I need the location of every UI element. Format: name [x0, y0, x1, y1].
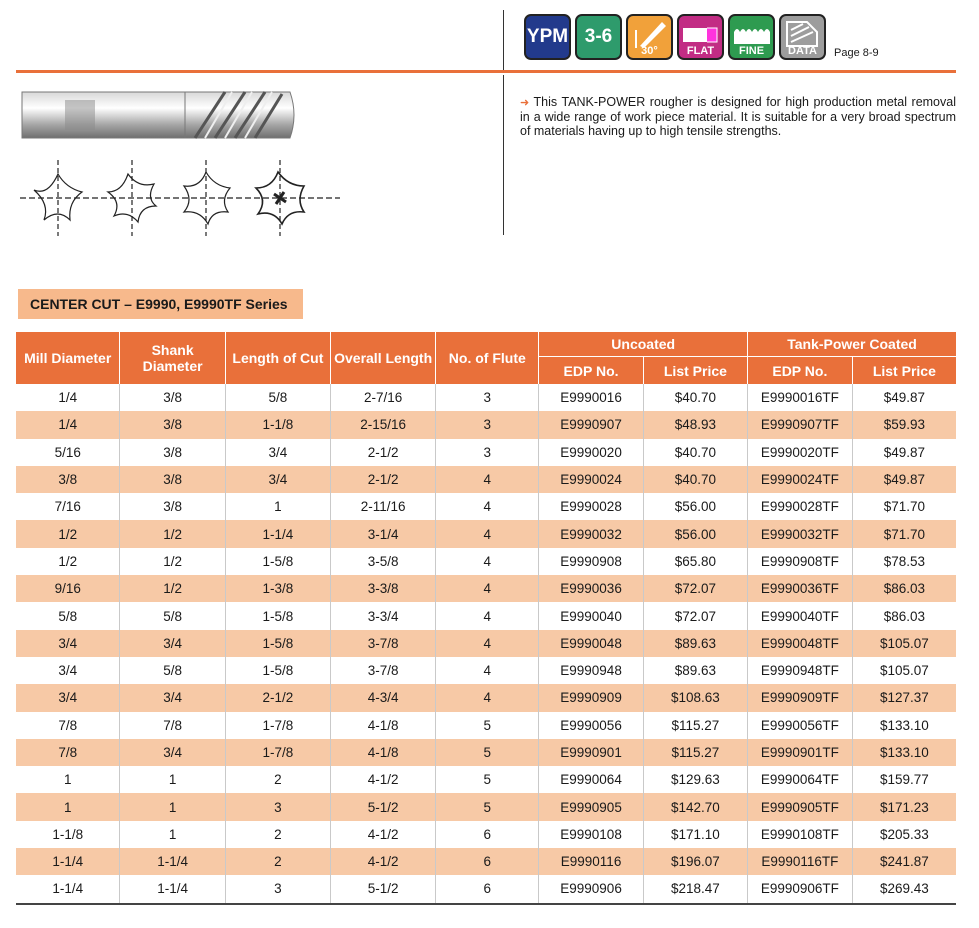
flat-end-icon	[679, 18, 722, 48]
cell-coated-edp: E9990948TF	[748, 657, 853, 684]
cell-mill-diameter: 3/8	[16, 466, 120, 493]
cell-uncoated-edp: E9990905	[539, 793, 643, 820]
cell-uncoated-price: $65.80	[643, 548, 747, 575]
cell-uncoated-edp: E9990908	[539, 548, 643, 575]
fine-badge-text: FINE	[738, 45, 765, 57]
header-uncoated: Uncoated	[539, 332, 748, 357]
table-row	[16, 466, 956, 493]
cell-shank-diameter: 1	[120, 766, 225, 793]
cell-flute-count: 5	[436, 793, 539, 820]
cell-flute-count: 4	[436, 548, 539, 575]
cell-mill-diameter: 3/4	[16, 657, 120, 684]
cell-length-of-cut: 5/8	[225, 384, 330, 411]
cell-mill-diameter: 7/16	[16, 493, 120, 520]
data-badge-text: DATA	[788, 45, 817, 57]
cell-coated-price: $133.10	[852, 739, 956, 766]
cell-uncoated-edp: E9990906	[539, 875, 643, 903]
cell-length-of-cut: 2	[225, 766, 330, 793]
cell-uncoated-price: $56.00	[643, 493, 747, 520]
cell-overall-length: 3-1/4	[331, 520, 436, 547]
cell-overall-length: 3-3/8	[331, 575, 436, 602]
cell-mill-diameter: 1/2	[16, 548, 120, 575]
cell-overall-length: 2-11/16	[331, 493, 436, 520]
cell-shank-diameter: 3/8	[120, 466, 225, 493]
cell-uncoated-price: $48.93	[643, 411, 747, 438]
cell-coated-edp: E9990028TF	[748, 493, 853, 520]
cell-uncoated-price: $196.07	[643, 848, 747, 875]
content-divider	[503, 75, 504, 235]
cell-length-of-cut: 3	[225, 875, 330, 903]
table-row	[16, 630, 956, 657]
cell-flute-count: 5	[436, 712, 539, 739]
cell-overall-length: 4-1/2	[331, 821, 436, 848]
table-row	[16, 793, 956, 820]
cell-uncoated-edp: E9990040	[539, 602, 643, 629]
cell-length-of-cut: 1-7/8	[225, 712, 330, 739]
header-overall-length: Overall Length	[331, 332, 436, 384]
data-lines-icon	[781, 18, 824, 48]
cell-shank-diameter: 3/8	[120, 411, 225, 438]
cell-mill-diameter: 1	[16, 793, 120, 820]
cell-flute-count: 6	[436, 821, 539, 848]
cell-coated-price: $86.03	[883, 608, 925, 624]
page-reference: Page 8-9	[834, 47, 879, 59]
cell-flute-count: 5	[436, 739, 539, 766]
cell-uncoated-edp: E9990048	[539, 630, 643, 657]
cell-uncoated-price: $115.27	[643, 712, 747, 739]
cell-uncoated-edp: E9990024	[539, 466, 643, 493]
cell-coated-edp: E9990901TF	[748, 739, 853, 766]
cell-overall-length: 2-7/16	[331, 384, 436, 411]
cell-shank-diameter: 3/8	[120, 493, 225, 520]
cell-overall-length: 2-15/16	[331, 411, 436, 438]
cell-mill-diameter: 1-1/4	[16, 875, 120, 903]
cell-uncoated-edp: E9990907	[539, 411, 643, 438]
header-coated-price: List Price	[852, 357, 956, 385]
cell-uncoated-price: $89.63	[643, 630, 747, 657]
cell-shank-diameter: 1	[120, 821, 225, 848]
cell-mill-diameter: 5/8	[16, 602, 120, 629]
cell-mill-diameter: 3/4	[16, 684, 120, 711]
cell-shank-diameter: 1/2	[120, 548, 225, 575]
cell-shank-diameter: 5/8	[120, 602, 225, 629]
cell-shank-diameter: 3/4	[120, 630, 225, 657]
cell-coated-price: $127.37	[852, 684, 956, 711]
cell-overall-length: 3-3/4	[331, 602, 436, 629]
table-row	[16, 602, 956, 629]
cell-shank-diameter: 1/2	[120, 575, 225, 602]
cell-shank-diameter: 3/4	[120, 739, 225, 766]
series-title: CENTER CUT – E9990, E9990TF Series	[18, 289, 303, 319]
spec-table	[16, 332, 956, 905]
cell-shank-diameter: 1-1/4	[120, 875, 225, 903]
cell-coated-price: $49.87	[883, 390, 925, 406]
cell-shank-diameter: 1	[120, 793, 225, 820]
header-length-of-cut: Length of Cut	[225, 332, 330, 384]
cell-length-of-cut: 1-1/8	[225, 411, 330, 438]
cell-uncoated-edp: E9990028	[539, 493, 643, 520]
cell-coated-price: $71.70	[883, 499, 925, 515]
helix-30-badge-text: 30°	[641, 45, 658, 57]
cell-uncoated-price: $72.07	[643, 575, 747, 602]
fine-pitch-icon	[730, 18, 773, 48]
cell-coated-price: $49.87	[883, 444, 925, 460]
cell-length-of-cut: 3/4	[225, 439, 330, 466]
cell-uncoated-edp: E9990116	[539, 848, 643, 875]
table-row	[16, 493, 956, 520]
cell-coated-price: $171.23	[852, 793, 956, 820]
cell-length-of-cut: 1-5/8	[225, 602, 330, 629]
header-mill-diameter: Mill Diameter	[16, 332, 120, 384]
3-6-badge-text: 3-6	[584, 26, 613, 47]
cell-coated-edp: E9990020TF	[748, 439, 853, 466]
cell-flute-count: 3	[436, 411, 539, 438]
cell-mill-diameter: 3/4	[16, 630, 120, 657]
spec-table-body	[16, 384, 956, 904]
cell-mill-diameter: 1/2	[16, 520, 120, 547]
cell-uncoated-edp: E9990064	[539, 766, 643, 793]
table-row	[16, 739, 956, 766]
cell-uncoated-price: $40.70	[643, 439, 747, 466]
cell-shank-diameter: 1/2	[120, 520, 225, 547]
cell-flute-count: 4	[436, 493, 539, 520]
header-coated-edp: EDP No.	[748, 357, 853, 385]
flat-badge-text: FLAT	[686, 45, 715, 57]
flat-badge-icon	[677, 14, 724, 60]
cell-shank-diameter: 7/8	[120, 712, 225, 739]
cell-length-of-cut: 1-7/8	[225, 739, 330, 766]
cell-flute-count: 4	[436, 684, 539, 711]
cell-coated-price: $133.10	[879, 717, 929, 733]
cell-coated-edp: E9990908TF	[748, 548, 853, 575]
cell-uncoated-price: $108.63	[643, 684, 747, 711]
cell-flute-count: 4	[436, 630, 539, 657]
cell-uncoated-price: $171.10	[643, 821, 747, 848]
cell-mill-diameter: 1/4	[16, 411, 120, 438]
helix-30-badge-icon	[626, 14, 673, 60]
3-6-badge-icon	[575, 14, 622, 60]
cell-overall-length: 2-1/2	[331, 439, 436, 466]
cell-coated-edp: E9990116TF	[748, 848, 853, 875]
cell-mill-diameter: 1-1/4	[16, 848, 120, 875]
cell-uncoated-edp: E9990032	[539, 520, 643, 547]
cell-uncoated-price: $89.63	[643, 657, 747, 684]
cell-shank-diameter: 3/4	[120, 684, 225, 711]
helix-angle-icon	[628, 18, 671, 48]
cell-uncoated-edp: E9990909	[539, 684, 643, 711]
orange-divider	[16, 70, 956, 73]
cell-overall-length: 3-7/8	[331, 657, 436, 684]
cell-coated-price: $105.07	[852, 630, 956, 657]
fine-badge-icon	[728, 14, 775, 60]
table-row	[16, 548, 956, 575]
cell-uncoated-edp: E9990020	[539, 439, 643, 466]
cell-coated-edp: E9990108TF	[748, 821, 853, 848]
cell-flute-count: 4	[436, 575, 539, 602]
table-row	[16, 411, 956, 438]
header-coated: Tank-Power Coated	[748, 332, 956, 357]
table-row	[16, 766, 956, 793]
cell-coated-price: $159.77	[879, 772, 929, 788]
cell-mill-diameter: 7/8	[16, 712, 120, 739]
cell-length-of-cut: 1-5/8	[225, 630, 330, 657]
cell-coated-price: $78.53	[883, 553, 925, 569]
cell-shank-diameter: 3/8	[120, 384, 225, 411]
cell-length-of-cut: 1-5/8	[225, 548, 330, 575]
cell-coated-edp: E9990024TF	[748, 466, 853, 493]
cell-overall-length: 4-1/8	[331, 712, 436, 739]
cell-uncoated-edp: E9990056	[539, 712, 643, 739]
cell-coated-edp: E9990040TF	[748, 602, 853, 629]
cell-coated-price: $86.03	[852, 575, 956, 602]
description-text: This TANK-POWER rougher is designed for high production metal removal in a wide range of work piece material. It is suitable for a very broad spectrum of materials having up to high tensile strengths.	[520, 95, 956, 138]
cell-coated-price: $71.70	[852, 520, 956, 547]
cell-uncoated-price: $142.70	[643, 793, 747, 820]
cell-overall-length: 5-1/2	[331, 793, 436, 820]
cell-mill-diameter: 9/16	[16, 575, 120, 602]
cell-coated-edp: E9990909TF	[748, 684, 853, 711]
cell-coated-price: $241.87	[852, 848, 956, 875]
table-row	[16, 439, 956, 466]
cell-mill-diameter: 7/8	[16, 739, 120, 766]
table-row	[16, 875, 956, 903]
table-row	[16, 684, 956, 711]
cell-flute-count: 3	[436, 384, 539, 411]
cell-coated-edp: E9990907TF	[748, 411, 853, 438]
cell-length-of-cut: 1-1/4	[225, 520, 330, 547]
cell-flute-count: 4	[436, 520, 539, 547]
cell-length-of-cut: 3/4	[225, 466, 330, 493]
cell-overall-length: 3-7/8	[331, 630, 436, 657]
cell-flute-count: 4	[436, 466, 539, 493]
cell-coated-edp: E9990056TF	[748, 712, 853, 739]
cell-uncoated-edp: E9990948	[539, 657, 643, 684]
cell-coated-price: $205.33	[879, 826, 929, 842]
ypm-badge-text: YPM	[526, 26, 569, 47]
cell-mill-diameter: 1/4	[16, 384, 120, 411]
cell-flute-count: 6	[436, 848, 539, 875]
cell-uncoated-edp: E9990036	[539, 575, 643, 602]
header-uncoated-price: List Price	[643, 357, 747, 385]
cell-coated-edp: E9990016TF	[748, 384, 853, 411]
cell-length-of-cut: 2-1/2	[225, 684, 330, 711]
cell-mill-diameter: 5/16	[16, 439, 120, 466]
cell-uncoated-price: $40.70	[643, 384, 747, 411]
header-shank-diameter: Shank Diameter	[120, 332, 225, 384]
cell-coated-price: $105.07	[879, 663, 929, 679]
bullet-arrow-icon: ➜	[520, 97, 530, 109]
cell-overall-length: 4-1/8	[331, 739, 436, 766]
cell-shank-diameter: 1-1/4	[120, 848, 225, 875]
cell-uncoated-price: $218.47	[643, 875, 747, 903]
cell-uncoated-edp: E9990108	[539, 821, 643, 848]
end-mill-illustration	[20, 90, 490, 240]
cell-length-of-cut: 1-3/8	[225, 575, 330, 602]
cell-length-of-cut: 2	[225, 848, 330, 875]
cell-uncoated-price: $56.00	[643, 520, 747, 547]
cell-length-of-cut: 1-5/8	[225, 657, 330, 684]
cell-overall-length: 5-1/2	[331, 875, 436, 903]
cell-mill-diameter: 1-1/8	[16, 821, 120, 848]
table-row	[16, 657, 956, 684]
header-no-of-flute: No. of Flute	[436, 332, 539, 384]
cell-shank-diameter: 3/8	[120, 439, 225, 466]
cell-overall-length: 4-1/2	[331, 848, 436, 875]
header-uncoated-edp: EDP No.	[539, 357, 643, 385]
cell-length-of-cut: 3	[225, 793, 330, 820]
cell-shank-diameter: 5/8	[120, 657, 225, 684]
table-row	[16, 575, 956, 602]
feature-badges	[524, 14, 879, 64]
table-row	[16, 384, 956, 411]
cell-overall-length: 2-1/2	[331, 466, 436, 493]
cell-uncoated-price: $72.07	[643, 602, 747, 629]
cell-coated-edp: E9990048TF	[748, 630, 853, 657]
cell-length-of-cut: 2	[225, 821, 330, 848]
cell-coated-edp: E9990064TF	[748, 766, 853, 793]
cell-coated-price: $59.93	[852, 411, 956, 438]
cell-flute-count: 5	[436, 766, 539, 793]
cell-uncoated-edp: E9990016	[539, 384, 643, 411]
cell-uncoated-price: $40.70	[643, 466, 747, 493]
cell-coated-price: $269.43	[852, 875, 956, 903]
cell-mill-diameter: 1	[16, 766, 120, 793]
header-divider	[503, 10, 504, 72]
cell-uncoated-edp: E9990901	[539, 739, 643, 766]
cell-coated-edp: E9990906TF	[748, 875, 853, 903]
cell-flute-count: 4	[436, 657, 539, 684]
ypm-badge-icon	[524, 14, 571, 60]
product-description	[520, 95, 956, 138]
table-row	[16, 712, 956, 739]
cell-overall-length: 4-1/2	[331, 766, 436, 793]
cell-coated-edp: E9990905TF	[748, 793, 853, 820]
cell-flute-count: 4	[436, 602, 539, 629]
cell-length-of-cut: 1	[225, 493, 330, 520]
cell-coated-price: $49.87	[852, 466, 956, 493]
table-row	[16, 848, 956, 875]
table-row	[16, 821, 956, 848]
cell-flute-count: 6	[436, 875, 539, 903]
cell-uncoated-price: $115.27	[643, 739, 747, 766]
cell-coated-edp: E9990036TF	[748, 575, 853, 602]
cell-uncoated-price: $129.63	[643, 766, 747, 793]
data-badge-icon	[779, 14, 826, 60]
cell-overall-length: 4-3/4	[331, 684, 436, 711]
cell-overall-length: 3-5/8	[331, 548, 436, 575]
cell-coated-edp: E9990032TF	[748, 520, 853, 547]
table-row	[16, 520, 956, 547]
cell-flute-count: 3	[436, 439, 539, 466]
